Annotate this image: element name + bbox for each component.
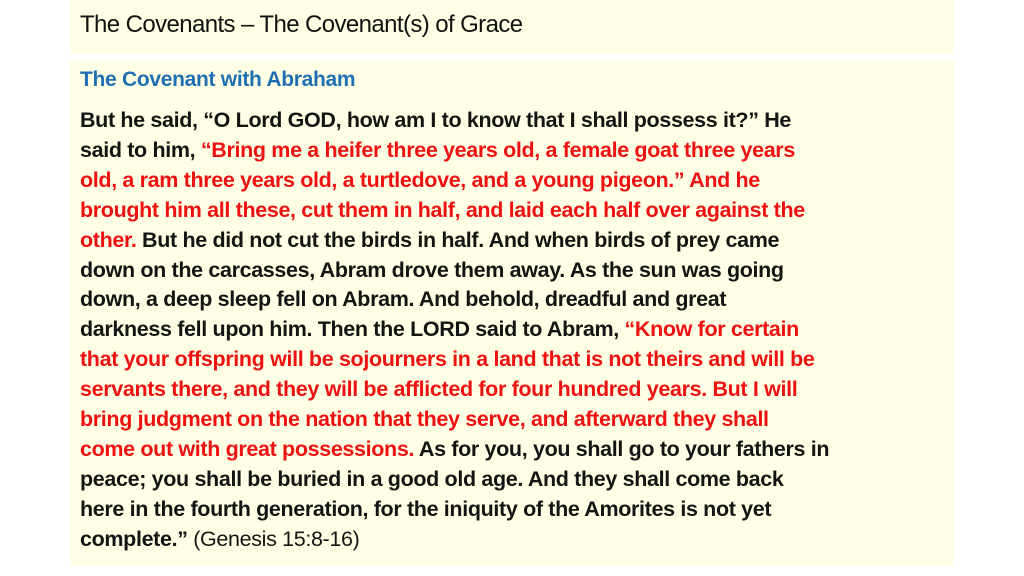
quoted-text-highlight: brought him all these, cut them in half, and laid each half over against the <box>80 197 805 222</box>
passage-text: down on the carcasses, Abram drove them away. As the sun was going <box>80 257 784 282</box>
passage-text: complete.” <box>80 526 188 551</box>
passage-line <box>80 405 950 435</box>
content-panel <box>70 60 954 566</box>
passage-text: here in the fourth generation, for the iniquity of the Amorites is not yet <box>80 496 772 521</box>
passage-text: But he said, “O Lord GOD, how am I to know that I shall possess it?” He <box>80 108 792 132</box>
passage-line <box>80 375 950 405</box>
passage-line <box>80 226 950 256</box>
passage-line <box>80 345 950 375</box>
passage-text: darkness fell upon him. Then the LORD said to Abram, <box>80 317 625 342</box>
passage-line <box>80 465 950 495</box>
quoted-text-highlight: that your offspring will be sojourners in a land that is not theirs and will be <box>80 347 815 372</box>
passage-line <box>80 106 950 136</box>
passage-text: down, a deep sleep fell on Abram. And behold, dreadful and great <box>80 287 727 312</box>
passage-line <box>80 256 950 286</box>
passage-text: peace; you shall be buried in a good old age. And they shall come back <box>80 466 784 491</box>
passage-line <box>80 435 950 465</box>
section-subtitle: The Covenant with Abraham <box>80 68 356 91</box>
passage-text: As for you, you shall go to your fathers in <box>414 436 830 461</box>
passage-text: said to him, <box>80 137 201 162</box>
quoted-text-highlight: come out with great possessions. <box>80 436 415 461</box>
quoted-text-highlight: bring judgment on the nation that they serve, and afterward they shall <box>80 407 769 432</box>
passage-line <box>80 136 950 166</box>
passage-line <box>80 495 950 525</box>
scripture-passage <box>80 106 950 555</box>
scripture-reference: (Genesis 15:8-16) <box>187 526 360 551</box>
quoted-text-highlight: other. <box>80 227 137 252</box>
quoted-text-highlight: servants there, and they will be afflicted for four hundred years. But I will <box>80 377 798 402</box>
passage-line <box>80 166 950 196</box>
title-bar <box>70 0 954 54</box>
passage-line <box>80 196 950 226</box>
quoted-text-highlight: “Know for certain <box>624 317 799 342</box>
quoted-text-highlight: “Bring me a heifer three years old, a female goat three years <box>200 137 795 162</box>
passage-line <box>80 525 950 555</box>
quoted-text-highlight: old, a ram three years old, a turtledove, and a young pigeon.” And he <box>80 167 760 192</box>
passage-text: But he did not cut the birds in half. And when birds of prey came <box>136 227 780 252</box>
slide-title: The Covenants – The Covenant(s) of Grace <box>80 11 523 38</box>
passage-line <box>80 315 950 345</box>
passage-line <box>80 285 950 315</box>
